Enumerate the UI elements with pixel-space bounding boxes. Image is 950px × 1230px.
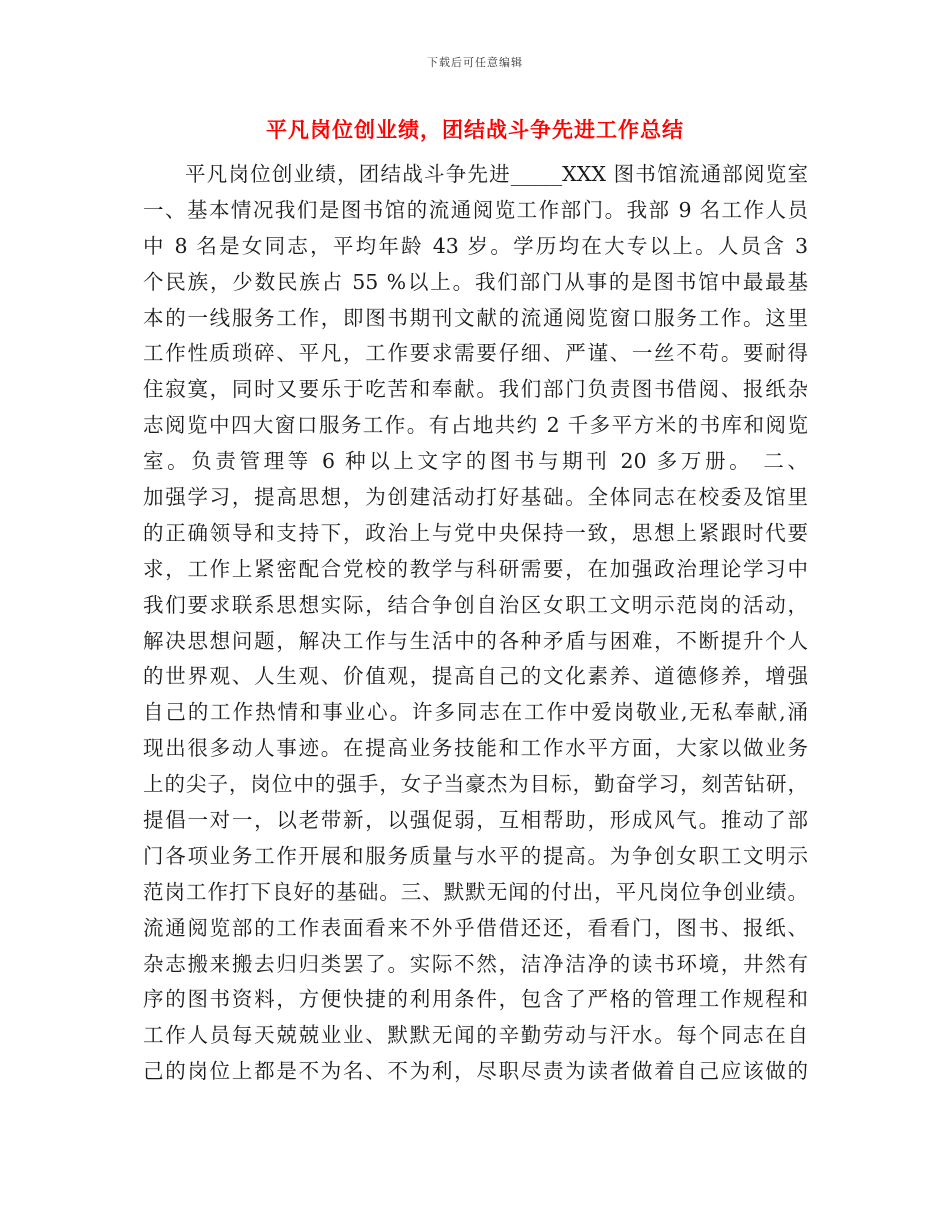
body-line: 求，工作上紧密配合党校的教学与科研需要，在加强政治理论学习中 <box>143 556 808 581</box>
document-title: 平凡岗位创业绩，团结战斗争先进工作总结 <box>266 117 684 142</box>
body-line: 的正确领导和支持下，政治上与党中央保持一致，思想上紧跟时代要 <box>143 520 808 545</box>
body-line: 自己的工作热情和事业心。许多同志在工作中爱岗敬业,无私奉献,涌 <box>143 700 808 725</box>
body-line: 志阅览中四大窗口服务工作。有占地共约 2 千多平方米的书库和阅览 <box>143 413 808 438</box>
body-line: 解决思想问题，解决工作与生活中的各种矛盾与困难，不断提升个人 <box>143 628 808 653</box>
body-line: 范岗工作打下良好的基础。三、默默无闻的付出，平凡岗位争创业绩。 <box>143 879 808 904</box>
body-line: 加强学习，提高思想，为创建活动打好基础。全体同志在校委及馆里 <box>143 485 808 510</box>
body-text <box>143 157 808 1090</box>
body-line: 序的图书资料，方便快捷的利用条件，包含了严格的管理工作规程和 <box>143 987 808 1012</box>
body-line: 现出很多动人事迹。在提高业务技能和工作水平方面，大家以做业务 <box>143 736 808 761</box>
body-line: 一、基本情况我们是图书馆的流通阅览工作部门。我部 9 名工作人员 <box>143 197 808 222</box>
body-line: 流通阅览部的工作表面看来不外乎借借还还，看看门，图书、报纸、 <box>143 915 808 940</box>
body-line: 提倡一对一，以老带新，以强促弱，互相帮助，形成风气。推动了部 <box>143 808 808 833</box>
body-line: 的世界观、人生观、价值观，提高自己的文化素养、道德修养，增强 <box>143 664 808 689</box>
body-line: 上的尖子，岗位中的强手，女子当豪杰为目标，勤奋学习，刻苦钻研， <box>143 772 808 797</box>
body-line: 本的一线服务工作，即图书期刊文献的流通阅览窗口服务工作。这里 <box>143 305 808 330</box>
body-line: 门各项业务工作开展和服务质量与水平的提高。为争创女职工文明示 <box>143 843 808 868</box>
body-line: 我们要求联系思想实际，结合争创自治区女职工文明示范岗的活动， <box>143 592 808 617</box>
body-line: 室。负责管理等 6 种以上文字的图书与期刊 20 多万册。 二、 <box>143 449 808 474</box>
body-line: 住寂寞，同时又要乐于吃苦和奉献。我们部门负责图书借阅、报纸杂 <box>143 377 808 402</box>
body-line: 平凡岗位创业绩，团结战斗争先进_____XXX 图书馆流通部阅览室 <box>185 162 808 186</box>
body-line: 工作性质琐碎、平凡，工作要求需要仔细、严谨、一丝不苟。要耐得 <box>143 341 808 366</box>
header-note: 下载后可任意编辑 <box>427 56 523 69</box>
body-line: 中 8 名是女同志，平均年龄 43 岁。学历均在大专以上。人员含 3 <box>143 233 808 258</box>
body-line: 杂志搬来搬去归归类罢了。实际不然，洁净洁净的读书环境，井然有 <box>143 951 808 976</box>
body-line: 工作人员每天兢兢业业、默默无闻的辛勤劳动与汗水。每个同志在自 <box>143 1023 808 1048</box>
body-line: 个民族，少数民族占 55 %以上。我们部门从事的是图书馆中最最基 <box>143 269 808 294</box>
body-line: 己的岗位上都是不为名、不为利，尽职尽责为读者做着自己应该做的 <box>143 1059 808 1084</box>
